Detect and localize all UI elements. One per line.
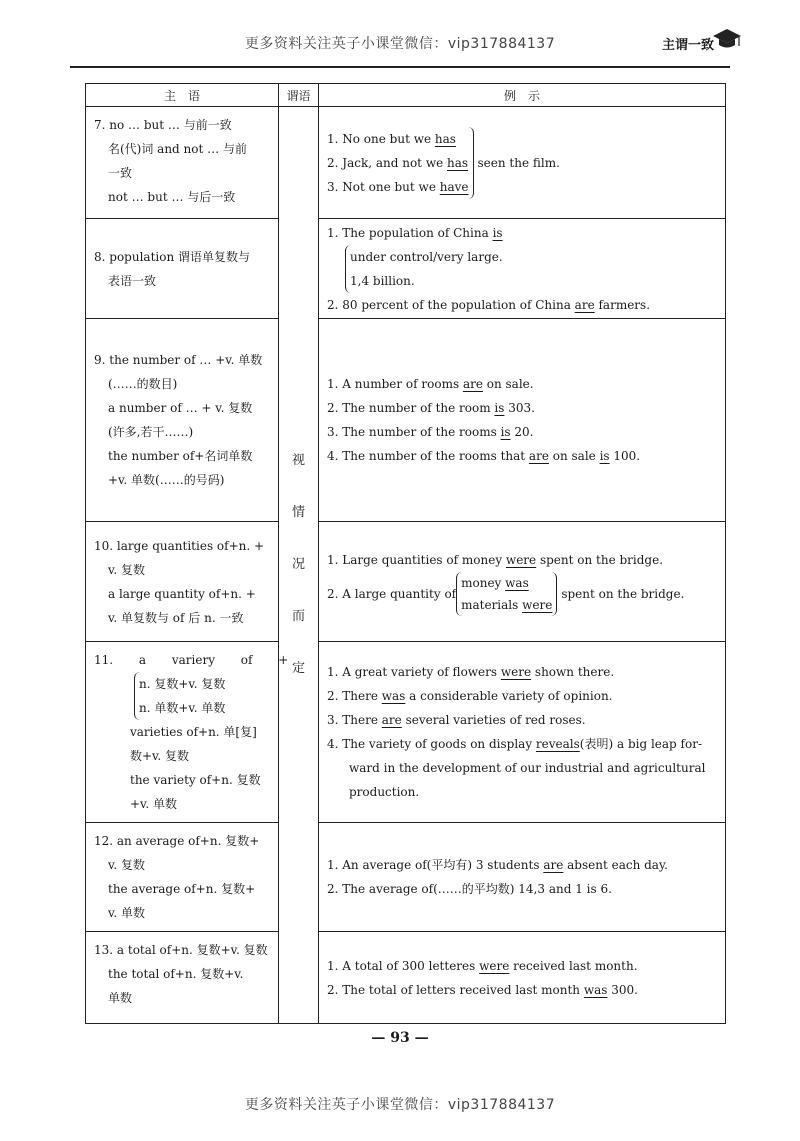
table-row [86,522,726,642]
subject-line: varieties of+n. 单[复] [130,725,257,739]
example-line: 2. There was a considerable variety of opinion. [327,689,613,703]
subject-line: v. 复数 [108,858,145,872]
header-rule [70,66,730,68]
examples-cell [319,319,726,522]
example-line: 3. Not one but we have [327,179,469,194]
subject-line: 数+v. 复数 [130,749,190,763]
subject-line: 7. no … but … 与前一致 [94,118,232,132]
examples-cell [319,823,726,932]
example-option: 1,4 billion. [350,273,415,288]
example-line: 2. A large quantity of money was materials were spent on the bridge. [327,572,684,616]
subject-line: +v. 单数 [130,797,178,811]
subject-cell [86,642,289,823]
watermark-bottom: 更多资料关注英子小课堂微信：vip317884137 [244,1097,556,1113]
examples-cell [319,932,726,1024]
predicate-char: 而 [291,609,305,624]
example-line: 2. The average of(……的平均数) 14,3 and 1 is 6. [327,882,612,896]
grammar-table [85,83,726,1024]
subject-line: 11. a variery of + [94,653,289,667]
example-line: 3. There are several varieties of red roses. [327,713,586,727]
chapter-label: 主谓一致 [661,38,714,53]
subject-line: 8. population 谓语单复数与 [94,249,251,264]
subject-cell [86,932,279,1024]
subject-line: 9. the number of … +v. 单数 [94,353,263,367]
subject-line: +v. 单数(……的号码) [108,473,225,487]
subject-line: v. 单复数与 of 后 n. 一致 [108,610,244,625]
watermark-top: 更多资料关注英子小课堂微信：vip317884137 [244,36,556,52]
subject-line: the number of+名词单数 [108,449,253,463]
example-line: 4. The number of the rooms that are on sale is 100. [327,449,641,463]
subject-line: 10. large quantities of+n. + [94,538,265,553]
subject-line: 表语一致 [108,273,157,288]
predicate-char: 视 [291,453,305,468]
subject-line: n. 复数+v. 复数 [139,677,226,691]
subject-line: 12. an average of+n. 复数+ [94,834,260,848]
subject-cell [86,522,279,642]
subject-cell [86,319,279,522]
subject-line: v. 单数 [108,906,145,920]
example-line: 3. The number of the rooms is 20. [327,425,534,439]
subject-line: 名(代)词 and not … 与前 [108,142,247,156]
example-line: 1. An average of(平均有) 3 students are absent each day. [327,858,668,872]
subject-line: 单数 [108,991,133,1005]
subject-line: 一致 [108,166,133,180]
header-subject: 主 语 [86,84,279,107]
example-line: 1. Large quantities of money were spent on the bridge. [327,552,664,567]
subject-line: (许多,若干……) [108,425,194,439]
page-number: — 93 — [371,1030,429,1046]
header-examples: 例 示 [319,84,726,107]
example-line: 1. No one but we has [327,131,456,146]
table-row [86,642,726,823]
example-line: 4. The variety of goods on display reveals(表明) a big leap for- [327,737,703,751]
subject-line: the average of+n. 复数+ [108,882,256,896]
examples-cell [319,642,726,823]
subject-line: a number of … + v. 复数 [108,401,253,415]
example-line: 1. A number of rooms are on sale. [327,377,534,391]
subject-line: the variety of+n. 复数 [130,773,261,787]
examples-cell [319,107,726,219]
table-header-row [86,84,726,107]
subject-line: n. 单数+v. 单数 [139,701,226,715]
predicate-cell [279,107,319,1024]
table-row [86,107,726,219]
example-line: production. [349,785,420,799]
examples-cell [319,219,726,319]
subject-line: v. 复数 [108,562,145,577]
predicate-char: 情 [291,505,305,520]
subject-line: 13. a total of+n. 复数+v. 复数 [94,943,268,957]
table-row [86,932,726,1024]
example-line: ward in the development of our industrial and agricultural [349,761,706,775]
table-row [86,219,726,319]
example-option: under control/very large. [350,249,503,264]
subject-cell [86,219,279,319]
subject-cell [86,107,279,219]
subject-line: a large quantity of+n. + [108,586,256,601]
examples-cell [319,522,726,642]
example-line: 2. The total of letters received last month was 300. [327,982,638,997]
example-line: 1. A great variety of flowers were shown there. [327,665,615,679]
predicate-char: 定 [291,661,305,676]
example-line: 2. The number of the room is 303. [327,401,535,415]
example-line: 1. The population of China is [327,225,503,240]
subject-line: the total of+n. 复数+v. [108,967,244,981]
table-row [86,823,726,932]
example-line: 2. 80 percent of the population of China are farmers. [327,297,651,312]
subject-cell [86,823,279,932]
graduation-cap-icon [712,26,742,52]
subject-line: not … but … 与后一致 [108,190,236,204]
table-row [86,319,726,522]
example-tail: seen the film. [477,155,560,170]
subject-line: (……的数目) [108,377,178,391]
predicate-char: 况 [291,557,305,572]
header-predicate: 谓语 [279,84,319,107]
example-line: 2. Jack, and not we has [327,155,469,170]
example-line: 1. A total of 300 letteres were received last month. [327,958,638,973]
